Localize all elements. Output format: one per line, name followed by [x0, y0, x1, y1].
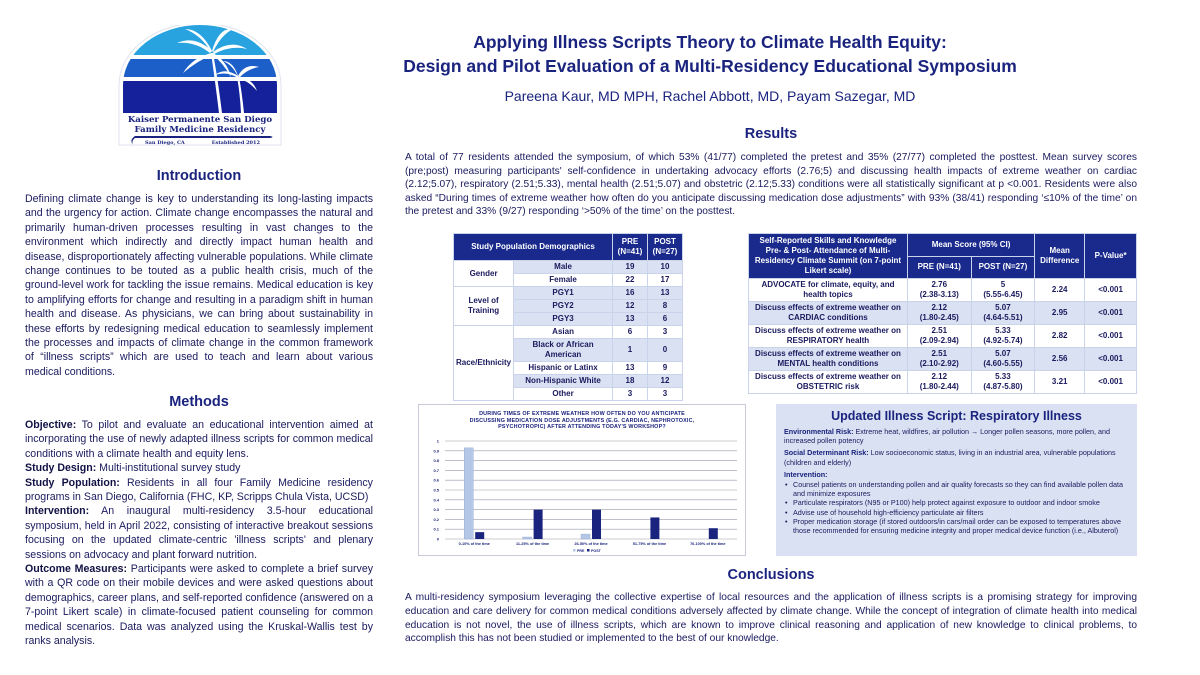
svg-text:1: 1: [436, 438, 439, 444]
svg-text:0.4: 0.4: [433, 497, 439, 503]
methods-objective: Objective: To pilot and evaluate an educational intervention aimed at incorporating the use of newly adapted illness scripts for common medical conditions with a climate health and equity lens.: [25, 419, 373, 460]
skills-knowledge-table: [748, 233, 1137, 394]
conclusions-heading: Conclusions: [727, 567, 815, 583]
introduction-section: [25, 168, 373, 379]
table-row: Gender Male 19 10: [454, 261, 683, 274]
methods-study-design: Study Design: Multi-institutional survey study: [25, 462, 241, 475]
svg-text:POST: POST: [591, 549, 601, 553]
illness-script-title: Updated Illness Script: Respiratory Illness: [831, 409, 1082, 423]
svg-text:0.1: 0.1: [433, 526, 439, 532]
skills-post-header: POST (N=27): [971, 256, 1035, 279]
mean-difference-header: Mean Difference: [1035, 234, 1085, 279]
table-row: Hispanic or Latinx 13 9: [454, 362, 683, 375]
authors: Pareena Kaur, MD MPH, Rachel Abbott, MD, Payam Sazegar, MD: [504, 88, 916, 104]
results-heading: Results: [744, 126, 798, 142]
table-row: PGY3 13 6: [454, 313, 683, 326]
table-row: Discuss effects of extreme weather on OBSTETRIC risk 2.12 (1.80-2.44) 5.33 (4.87-5.80) 3.21 <0.001: [749, 371, 1137, 394]
social-determinant-risk: Social Determinant Risk: Low socioeconomic status, living in an industrial area, vulnerable populations (children and elderly): [784, 448, 1116, 467]
methods-section: [25, 394, 373, 649]
table-row: Discuss effects of extreme weather on RESPIRATORY health 2.51 (2.09-2.94) 5.33 (4.92-5.74) 2.82 <0.001: [749, 325, 1137, 348]
introduction-heading: Introduction: [156, 168, 242, 184]
illness-script-box: [776, 404, 1137, 556]
list-item: • Advise use of household high-efficiency particulate air filters: [784, 508, 1129, 517]
svg-text:26-50% of the time: 26-50% of the time: [574, 542, 608, 546]
results-body: A total of 77 residents attended the symposium, of which 53% (41/77) completed the pretest and 35% (27/77) completed the posttest. Mean survey scores (pre;post) measuring participants' self-confidence in undertaking advocacy efforts (2.76;5) and discussing health impacts of extreme weather on cardiac (2.12;5.07), respiratory (2.51;5.33), mental health (2.51;5.07) and obstetric (2.12;5.33) conditions were all statistically significant at p <0.001. Residents were also asked “During times of extreme weather how often do you anticipate discussing medication dose adjustments” with 93% (38/41) responding ‘≤10% of the time’ on the pretest and 33% (9/27) responding ‘>50% of the time’ on the posttest.: [405, 152, 1137, 218]
group-level-of-training: Level of Training: [454, 287, 514, 326]
methods-study-population: Study Population: Residents in all four Family Medicine residency programs in San Diego, California (FHC, KP, Scripps Chula Vista, UCSD): [25, 476, 373, 504]
medication-adjustment-chart: [418, 404, 746, 556]
svg-text:0.3: 0.3: [433, 507, 439, 513]
chart-title: DURING TIMES OF EXTREME WEATHER HOW OFTEN DO YOU ANTICIPATE DISCUSSING MEDICATION DOSE ADJUSTMENTS (E.G. CARDIAC, NEPHROTOXIC, PSYCHOTROPIC) AFTER ATTENDING TODAY'S WORKSHOP?: [469, 411, 695, 431]
demographics-table: [453, 233, 683, 401]
svg-text:Kaiser Permanente San Diego: Kaiser Permanente San Diego: [127, 115, 273, 125]
svg-text:Established 2012: Established 2012: [211, 140, 260, 146]
table-row: Level of Training PGY1 16 13: [454, 287, 683, 300]
svg-text:11-25% of the time: 11-25% of the time: [516, 542, 550, 546]
skills-title: Self-Reported Skills and Knowledge Pre- & Post- Attendance of Multi-Residency Climate Summit (on 7-point Likert scale): [749, 234, 908, 279]
table-row: Other 3 3: [454, 388, 683, 401]
mean-score-header: Mean Score (95% CI): [907, 234, 1034, 257]
residency-logo: [115, 25, 285, 150]
list-item: • Proper medication storage (if stored outdoors/in cars/mail order can be exposed to temperatures above those recommended for ensuring medicine integrity and proper medical device function (i.e., Albuterol): [784, 517, 1129, 535]
svg-text:Family Medicine Residency: Family Medicine Residency: [134, 125, 266, 135]
conclusions-body: A multi-residency symposium leveraging the collective expertise of local resources and the application of illness scripts is a promising strategy for improving education and care delivery for common medical conditions adversely affected by climate change. While the concept of integration of climate health into medical education is not novel, the use of illness scripts, which are known to improve clinical reasoning and application of new knowledge to clinical problems, to accomplish this has not been studied or implemented to the best of our knowledge.: [405, 592, 1137, 645]
group-race-ethnicity: Race/Ethnicity: [454, 326, 514, 401]
table-row: Female 22 17: [454, 274, 683, 287]
poster-title-line-2: Design and Pilot Evaluation of a Multi-Residency Educational Symposium: [403, 56, 1017, 76]
svg-text:PRE: PRE: [577, 549, 585, 553]
methods-outcome-measures: Outcome Measures: Participants were asked to complete a brief survey with a QR code on their mobile devices and were asked questions about demographics, career plans, and self-reported confidence (answered on a 7-point Likert scale) in climate-focused patient counseling for common medical scenarios. Data was analyzed using the Kruskal-Wallis test by ranks analysis.: [25, 563, 374, 648]
methods-intervention: Intervention: An inaugural multi-residency 3.5-hour educational symposium, held in April 2022, consisting of interactive breakout sessions focusing on the updated climate-centric 'illness scripts' and plenary sessions on advocacy and plant forward nutrition.: [25, 505, 373, 561]
introduction-body: Defining climate change is key to understanding its long-lasting impacts and the urgency for action. Climate change encompasses the natural and primarily human-driven processes resulting in vast changes to the environment which indirectly and directly impact human health and disease, disproportionately affecting vulnerable populations. While climate change continues to be touted as a public health crisis, much of the ground-level work for tackling the issue remains. Medical education is key to amplifying efforts for change and resulting in a paradigm shift in human health and disease. As physicians, we can bring about sustainability in these efforts by redesigning medical education to seamlessly implement the processes and impacts of climate change in the common framework of “illness scripts” which are used to teach and learn about various medical conditions.: [25, 193, 373, 378]
list-item: • Particulate respirators (N95 or P100) help protect against exposure to outdoor and indoor smoke: [784, 498, 1129, 507]
svg-text:0.8: 0.8: [433, 458, 439, 464]
svg-text:0-10% of the time: 0-10% of the time: [458, 542, 490, 546]
svg-text:0.6: 0.6: [433, 477, 439, 483]
results-section: [405, 126, 1137, 219]
table-row: Race/Ethnicity Asian 6 3: [454, 326, 683, 339]
intervention-list: [784, 480, 1129, 535]
svg-text:0.7: 0.7: [433, 467, 439, 473]
table-row: Non-Hispanic White 18 12: [454, 375, 683, 388]
palm-tree-logo-icon: [115, 25, 285, 150]
intervention-label: Intervention:: [784, 469, 828, 479]
svg-text:0: 0: [436, 536, 439, 542]
list-item: • Counsel patients on understanding pollen and air quality forecasts so they can find available pollen data and minimize exposures: [784, 480, 1129, 498]
environmental-risk: Environmental Risk: Extreme heat, wildfires, air pollution → Longer pollen seasons, more pollen, and increased pollen potency: [784, 427, 1110, 446]
svg-text:0.9: 0.9: [433, 448, 439, 454]
table-row: Discuss effects of extreme weather on CARDIAC conditions 2.12 (1.80-2.45) 5.07 (4.64-5.51) 2.95 <0.001: [749, 302, 1137, 325]
poster-header: [400, 30, 1020, 104]
svg-text:San Diego, CA: San Diego, CA: [145, 140, 185, 146]
svg-text:0.2: 0.2: [433, 516, 439, 522]
table-row: Discuss effects of extreme weather on MENTAL health conditions 2.51 (2.10-2.92) 5.07 (4.60-5.55) 2.56 <0.001: [749, 348, 1137, 371]
table-row: Black or African American 1 0: [454, 339, 683, 362]
group-gender: Gender: [454, 261, 514, 287]
conclusions-section: [405, 567, 1137, 646]
p-value-header: P-Value*: [1085, 234, 1137, 279]
table-row: ADVOCATE for climate, equity, and health topics 2.76 (2.38-3.13) 5 (5.55-6.45) 2.24 <0.001: [749, 279, 1137, 302]
svg-text:51-75% of the time: 51-75% of the time: [632, 542, 667, 546]
demographics-post-header: POST (N=27): [648, 234, 683, 261]
svg-text:76-100% of the time: 76-100% of the time: [690, 542, 726, 546]
methods-heading: Methods: [169, 394, 229, 410]
table-row: PGY2 12 8: [454, 300, 683, 313]
skills-pre-header: PRE (N=41): [907, 256, 971, 279]
svg-text:0.5: 0.5: [433, 487, 439, 493]
demographics-pre-header: PRE (N=41): [613, 234, 648, 261]
demographics-title: Study Population Demographics: [454, 234, 613, 261]
poster-title-line-1: Applying Illness Scripts Theory to Climate Health Equity:: [473, 32, 947, 52]
